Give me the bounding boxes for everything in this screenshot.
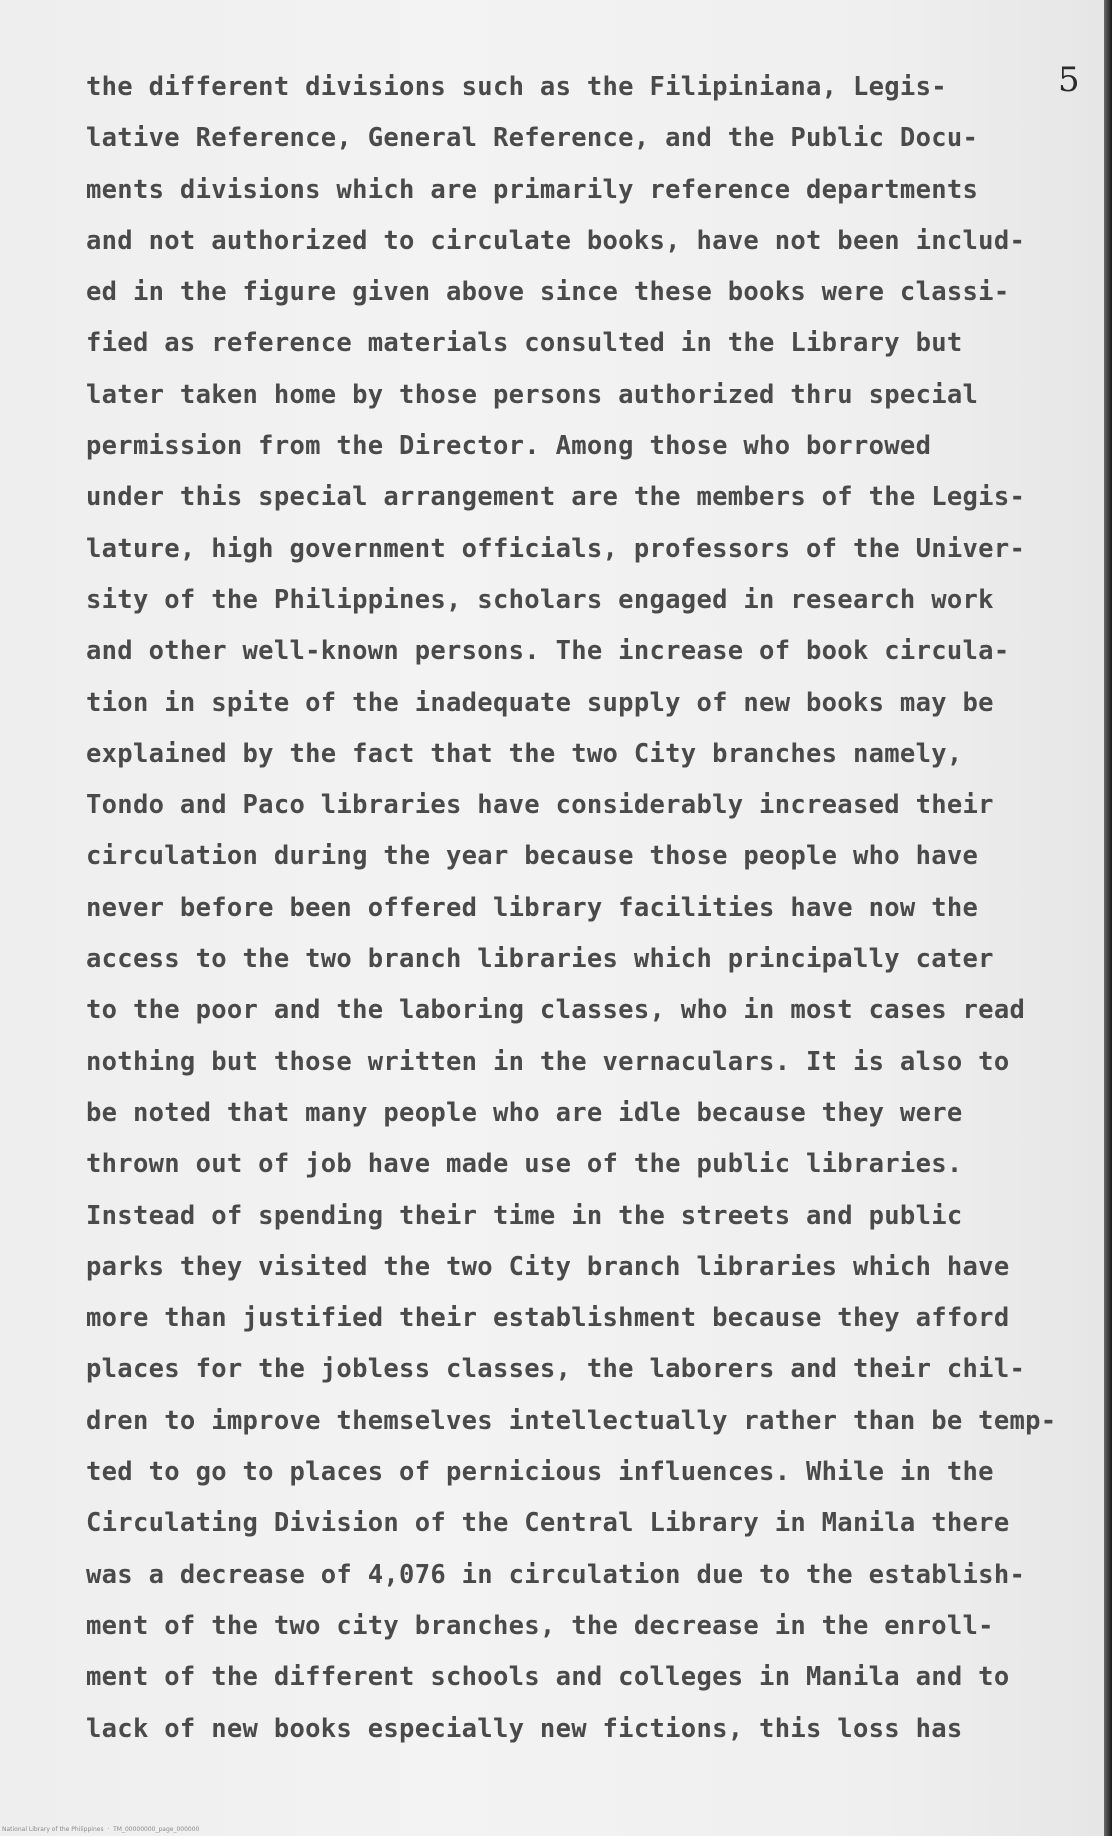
text-line: fied as reference materials consulted in the Library but: [86, 328, 963, 359]
text-line: ments divisions which are primarily reference departments: [86, 174, 979, 205]
text-line: the different divisions such as the Filipiniana, Legis-: [86, 72, 947, 102]
text-line: lative Reference, General Reference, and the Public Docu-: [86, 123, 979, 154]
text-line: permission from the Director. Among those who borrowed: [86, 431, 932, 462]
text-line: sity of the Philippines, scholars engaged in research work: [86, 584, 994, 615]
text-line: dren to improve themselves intellectually rather than be temp-: [86, 1405, 1057, 1436]
text-line: tion in spite of the inadequate supply of new books may be: [86, 687, 994, 718]
text-line: was a decrease of 4,076 in circulation due to the establish-: [86, 1559, 1026, 1590]
text-line: ment of the two city branches, the decrease in the enroll-: [86, 1610, 994, 1641]
text-line: and not authorized to circulate books, have not been includ-: [86, 225, 1026, 256]
scan-footer: National Library of the Philippines · TM_00000000_page_000000: [2, 1826, 200, 1833]
text-line: circulation during the year because those people who have: [86, 841, 979, 872]
text-line: lack of new books especially new fictions, this loss has: [86, 1713, 963, 1744]
text-line: to the poor and the laboring classes, who in most cases read: [86, 995, 1026, 1026]
text-line: and other well-known persons. The increase of book circula-: [86, 636, 1010, 667]
text-line: ted to go to places of pernicious influences. While in the: [86, 1457, 994, 1488]
text-line: access to the two branch libraries which principally cater: [86, 944, 994, 975]
body-text: [86, 72, 1057, 1765]
page-number: 5: [1058, 60, 1080, 100]
text-line: explained by the fact that the two City branches namely,: [86, 738, 963, 769]
text-line: never before been offered library facilities have now the: [86, 892, 979, 923]
text-line: ment of the different schools and colleges in Manila and to: [86, 1662, 1010, 1693]
text-line: parks they visited the two City branch libraries which have: [86, 1251, 1010, 1282]
text-line: under this special arrangement are the members of the Legis-: [86, 482, 1026, 513]
text-line: nothing but those written in the vernaculars. It is also to: [86, 1046, 1010, 1077]
text-line: later taken home by those persons authorized thru special: [86, 379, 979, 410]
text-line: places for the jobless classes, the laborers and their chil-: [86, 1354, 1026, 1385]
page-edge: [1104, 0, 1112, 1836]
text-line: ed in the figure given above since these books were classi-: [86, 277, 1010, 308]
text-line: more than justified their establishment because they afford: [86, 1303, 1010, 1334]
text-line: Tondo and Paco libraries have considerably increased their: [86, 790, 994, 821]
text-line: lature, high government officials, professors of the Univer-: [86, 533, 1026, 564]
text-line: Instead of spending their time in the streets and public: [86, 1200, 963, 1231]
text-line: Circulating Division of the Central Library in Manila there: [86, 1508, 1010, 1539]
text-line: be noted that many people who are idle because they were: [86, 1097, 963, 1128]
text-line: thrown out of job have made use of the public libraries.: [86, 1149, 963, 1180]
